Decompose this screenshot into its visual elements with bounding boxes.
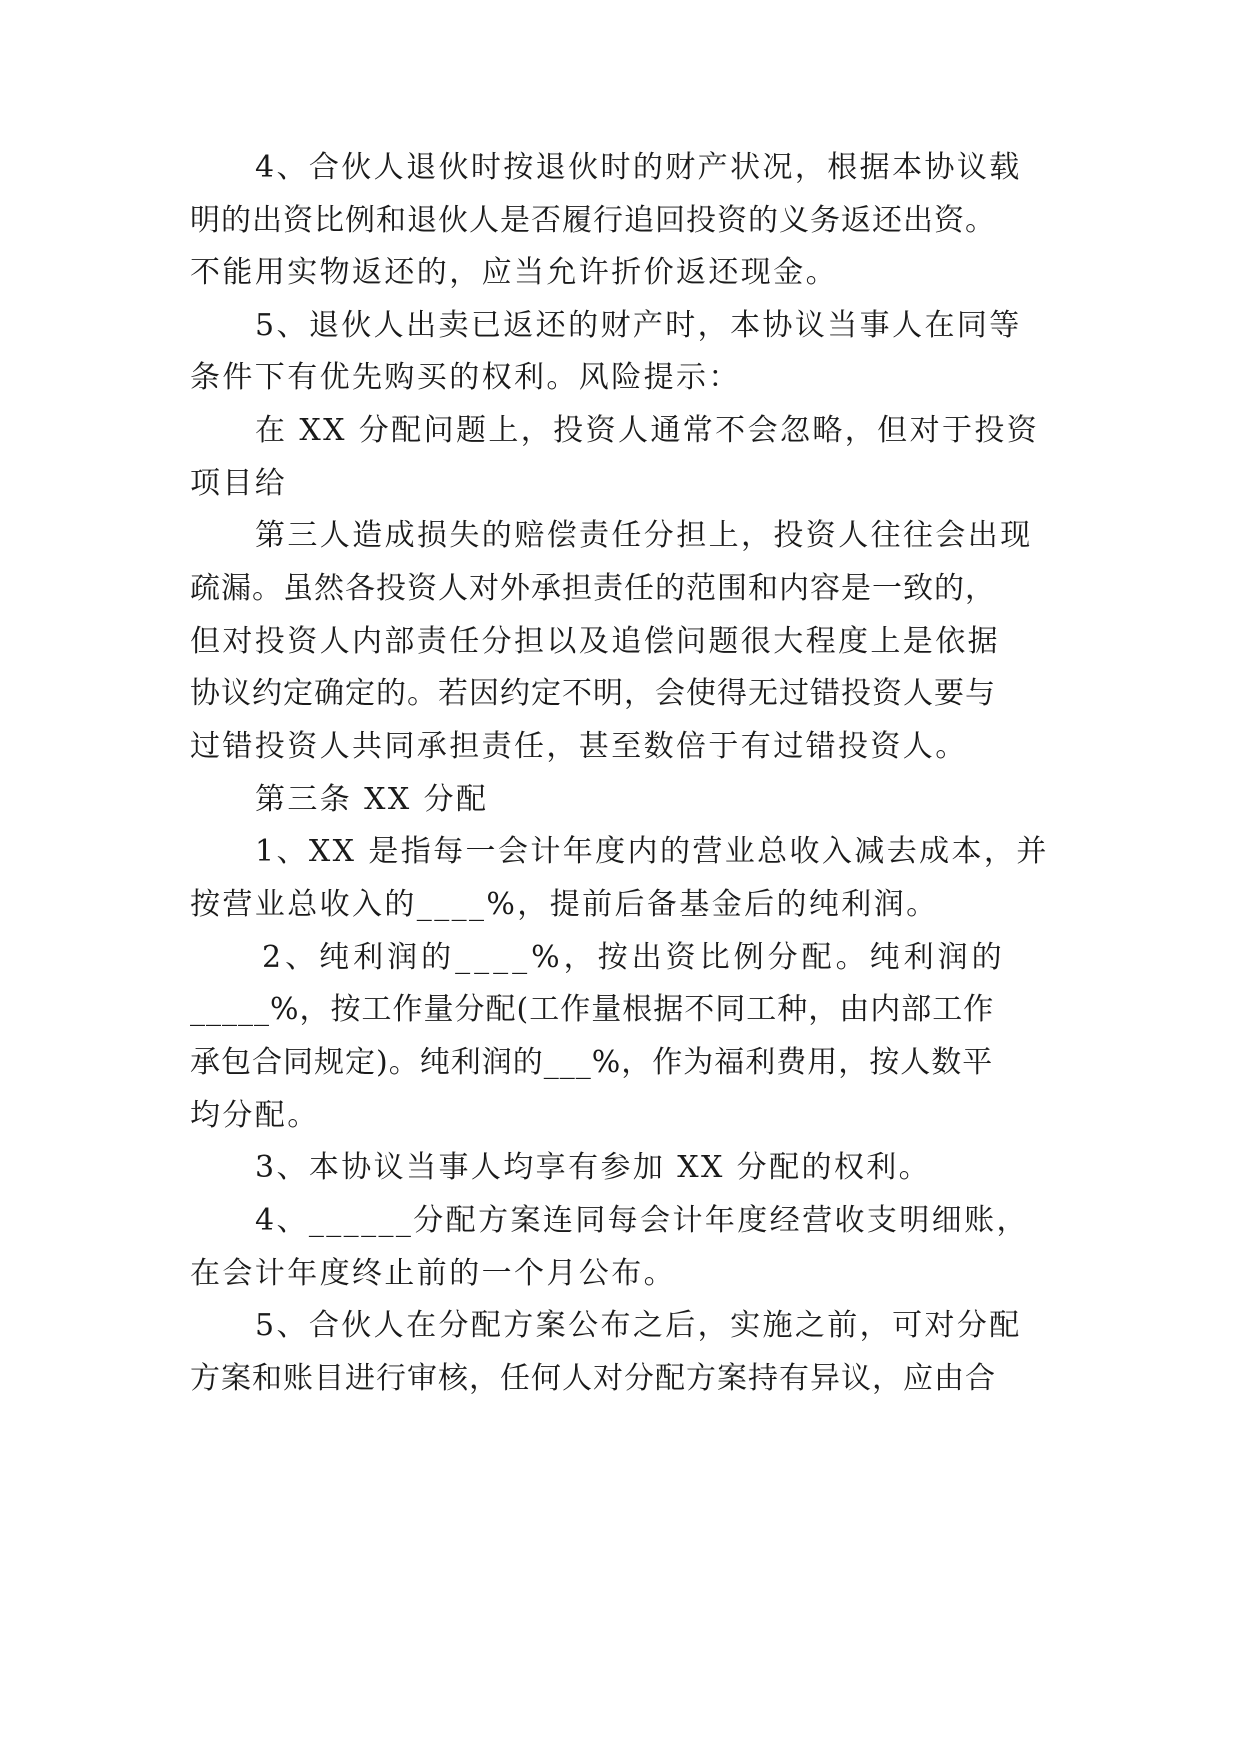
paragraph-line: 按营业总收入的____%，提前后备基金后的纯利润。 <box>190 887 939 922</box>
paragraph-line: 3、本协议当事人均享有参加 XX 分配的权利。 <box>255 1150 932 1185</box>
paragraph-line: 第三人造成损失的赔偿责任分担上，投资人往往会出现 <box>255 518 1033 553</box>
paragraph-line: 项目给 <box>190 466 288 501</box>
paragraph-line: 1、XX 是指每一会计年度内的营业总收入减去成本，并 <box>255 834 1049 869</box>
paragraph-line: 5、合伙人在分配方案公布之后，实施之前，可对分配 <box>255 1308 1022 1343</box>
paragraph-line: 条件下有优先购买的权利。风险提示： <box>190 360 741 395</box>
paragraph-line: 协议约定确定的。若因约定不明，会使得无过错投资人要与 <box>190 676 996 711</box>
paragraph-line: 均分配。 <box>190 1098 320 1133</box>
paragraph-line: _____%，按工作量分配(工作量根据不同工种，由内部工作 <box>190 992 995 1027</box>
paragraph-line: 过错投资人共同承担责任，甚至数倍于有过错投资人。 <box>190 729 968 764</box>
paragraph-line: 5、退伙人出卖已返还的财产时，本协议当事人在同等 <box>255 308 1022 343</box>
paragraph-line: 不能用实物返还的，应当允许折价返还现金。 <box>190 255 838 290</box>
paragraph-line: 在 XX 分配问题上，投资人通常不会忽略，但对于投资 <box>255 413 1040 448</box>
paragraph-line: 承包合同规定)。纯利润的___%，作为福利费用，按人数平 <box>190 1045 994 1080</box>
section-heading: 第三条 XX 分配 <box>255 782 489 817</box>
paragraph-line: 4、合伙人退伙时按退伙时的财产状况，根据本协议载 <box>255 150 1022 185</box>
paragraph-line: 明的出资比例和退伙人是否履行追回投资的义务返还出资。 <box>190 203 996 238</box>
paragraph-line: 4、______分配方案连同每会计年度经营收支明细账， <box>255 1203 1029 1238</box>
paragraph-line: 疏漏。虽然各投资人对外承担责任的范围和内容是一致的， <box>190 571 996 606</box>
paragraph-line: 方案和账目进行审核，任何人对分配方案持有异议，应由合 <box>190 1361 996 1396</box>
paragraph-line: 在会计年度终止前的一个月公布。 <box>190 1256 676 1291</box>
paragraph-line: 但对投资人内部责任分担以及追偿问题很大程度上是依据 <box>190 624 1000 659</box>
paragraph-line: 2、纯利润的____%，按出资比例分配。纯利润的 <box>262 940 1006 975</box>
